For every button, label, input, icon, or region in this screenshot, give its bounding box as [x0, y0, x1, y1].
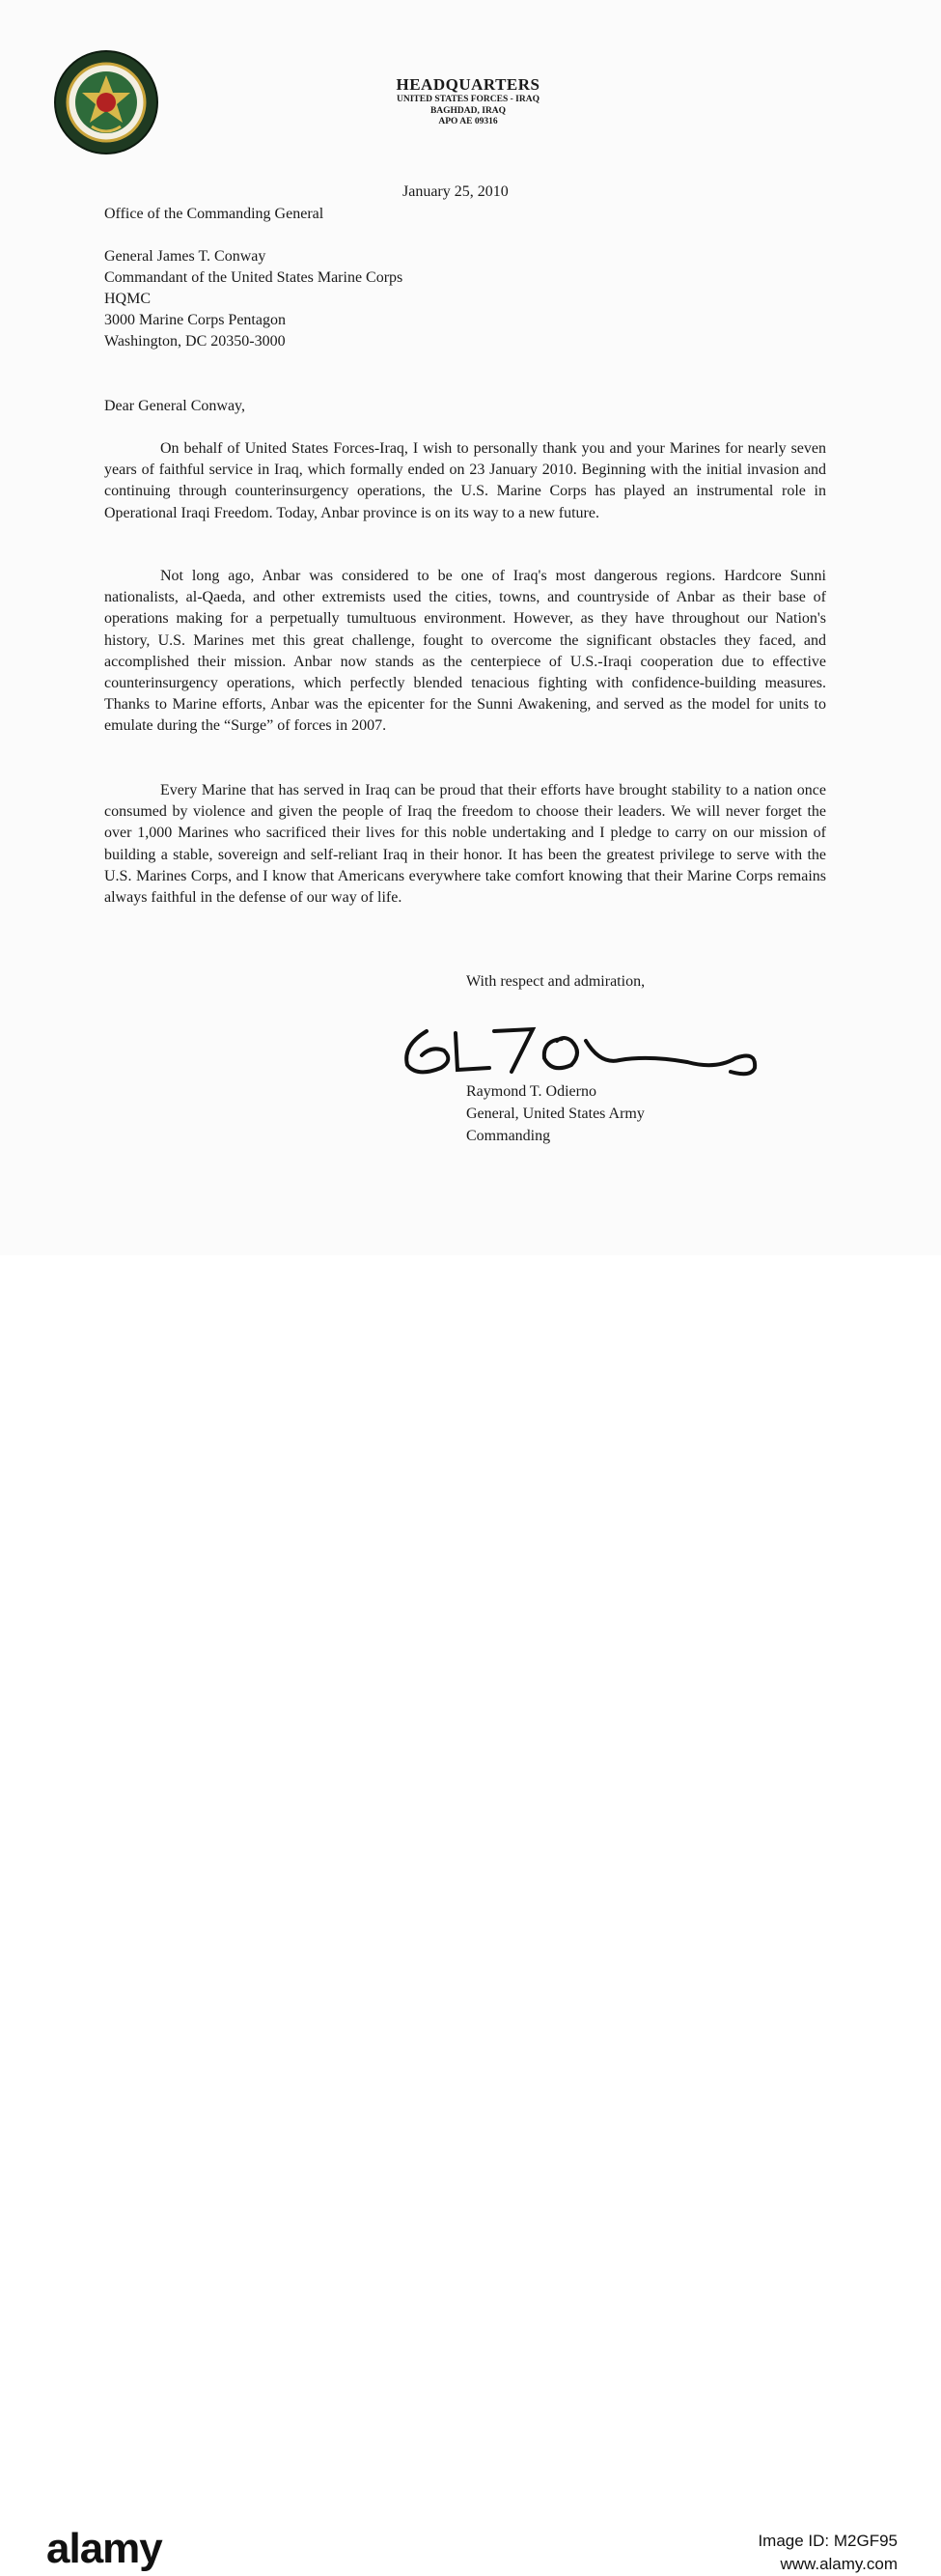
letterhead-title: HEADQUARTERS	[396, 75, 540, 94]
recipient-line: General James T. Conway	[104, 248, 266, 265]
letterhead-line: UNITED STATES FORCES - IRAQ	[397, 95, 540, 104]
recipient-line: HQMC	[104, 291, 152, 307]
body-paragraph: Every Marine that has served in Iraq can be proud that their efforts have brought stability to a nation once consumed by violence and given the people of Iraq the freedom to choose their leaders. We will never forget the over 1,000 Marines who sacrificed their lives for this noble undertaking and I pledge to carry on our mission of building a stable, sovereign and self-reliant Iraq in their honor. It has been the greatest privilege to serve with the U.S. Marines Corps, and I know that Americans everywhere take comfort knowing that their Marine Corps remains always faithful in the defense of our way of life.	[104, 782, 826, 907]
letter-date: January 25, 2010	[402, 183, 509, 200]
stock-footer	[0, 1255, 941, 2573]
letterhead	[318, 75, 618, 128]
image-id: Image ID: M2GF95	[758, 2532, 898, 2550]
recipient-line: Washington, DC 20350-3000	[104, 333, 286, 350]
letterhead-line: BAGHDAD, IRAQ	[429, 105, 507, 116]
salutation: Dear General Conway,	[104, 398, 246, 414]
site-url: www.alamy.com	[780, 2555, 898, 2573]
image-id-block	[758, 2530, 898, 2576]
signer-title: General, United States Army	[466, 1106, 645, 1122]
recipient-line: Commandant of the United States Marine Corps	[104, 269, 403, 286]
closing: With respect and admiration,	[466, 973, 646, 990]
office-line: Office of the Commanding General	[104, 206, 324, 222]
us-forces-iraq-seal-icon	[53, 49, 159, 155]
signature-block	[466, 1080, 645, 1147]
signer-role: Commanding	[466, 1128, 551, 1144]
handwritten-signature	[398, 1012, 774, 1084]
letter-page	[0, 0, 941, 1255]
signer-name: Raymond T. Odierno	[466, 1083, 596, 1100]
alamy-logo: alamy	[46, 2525, 162, 2572]
recipient-line: 3000 Marine Corps Pentagon	[104, 312, 286, 328]
body-paragraph: On behalf of United States Forces-Iraq, I wish to personally thank you and your Marines for nearly seven years of faithful service in Iraq, which formally ended on 23 January 2010. Beginning with the initial invasion and continuing through counterinsurgency operations, the U.S. Marine Corps has played an instrumental role in Operational Iraqi Freedom. Today, Anbar province is on its way to a new future.	[104, 440, 826, 521]
letterhead-line: APO AE 09316	[438, 117, 498, 126]
body-paragraph: Not long ago, Anbar was considered to be one of Iraq's most dangerous regions. Hardcore Sunni nationalists, al-Qaeda, and other extremists used the cities, towns, and countryside of Anbar as their base of operations making for a perpetually tumultuous environment. However, as they have throughout our Nation's history, U.S. Marines met this great challenge, fought to overcome the significant obstacles they faced, and accomplished their mission. Anbar now stands as the centerpiece of U.S.-Iraqi cooperation due to effective counterinsurgency operations, which perfectly blended tenacious fighting with confidence-building measures. Thanks to Marine efforts, Anbar was the epicenter for the Sunni Awakening, and served as the model for units to emulate during the “Surge” of forces in 2007.	[104, 568, 826, 735]
